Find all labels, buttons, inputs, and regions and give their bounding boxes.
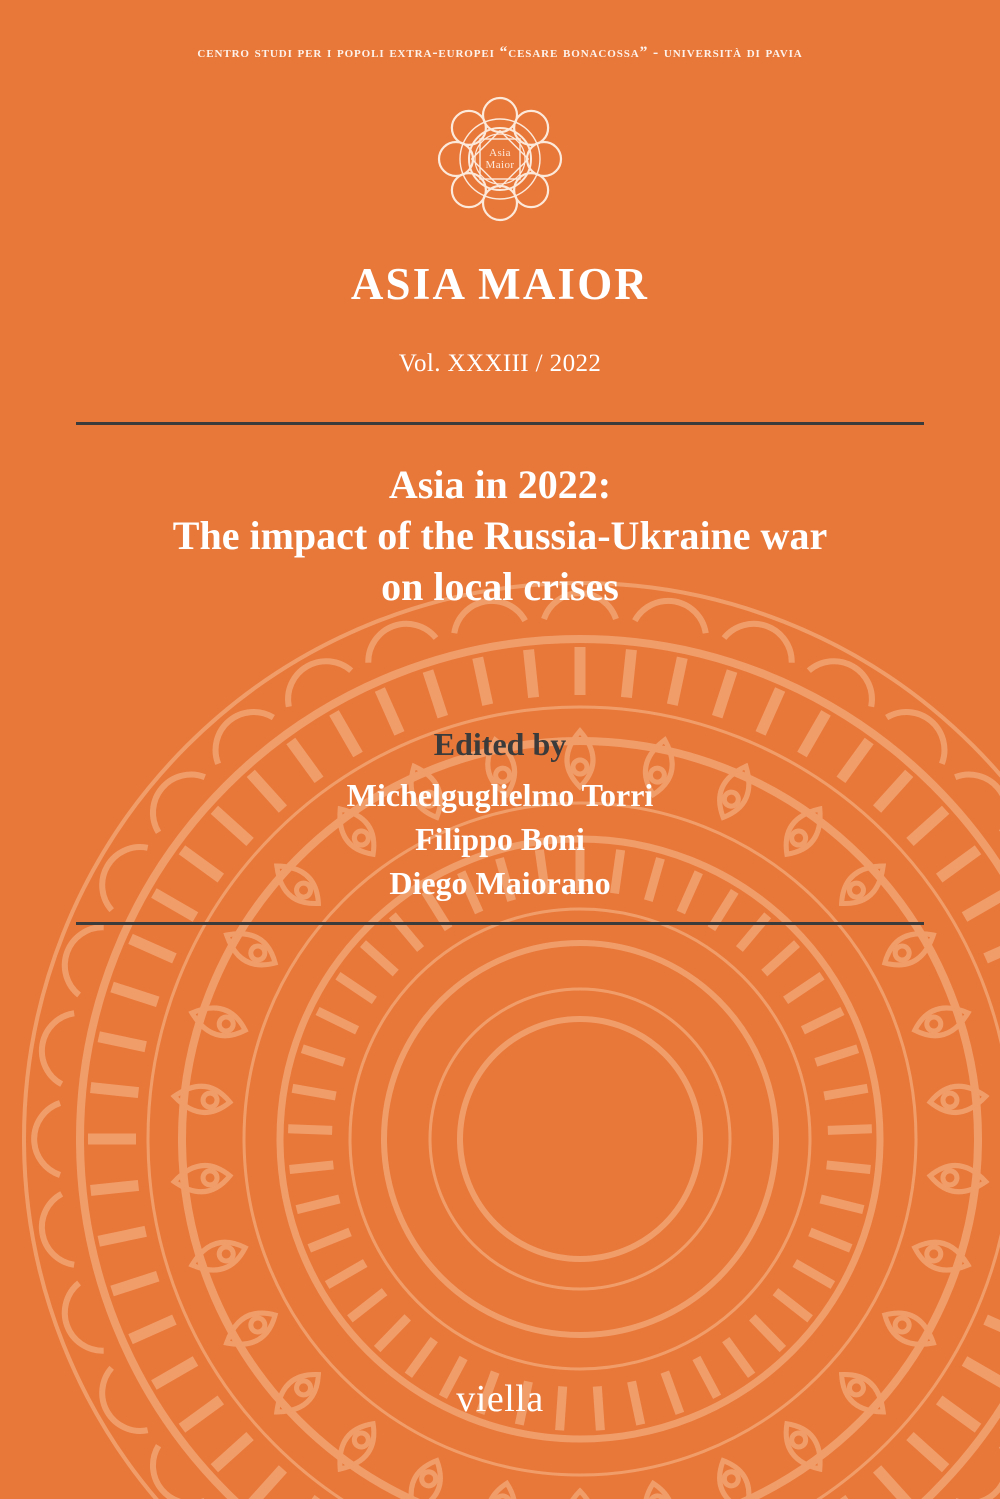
edited-by-label: Edited by [433, 726, 567, 762]
editor-name: Diego Maiorano [389, 864, 611, 901]
logo-container [0, 95, 1000, 223]
editor-name: Filippo Boni [415, 820, 585, 857]
title-line-3: on local crises [381, 563, 619, 609]
logo-line-2: Maior [485, 159, 515, 171]
asia-maior-logo [436, 95, 564, 223]
title-line-2: The impact of the Russia-Ukraine war [172, 512, 828, 558]
editors-list [0, 774, 1000, 905]
divider-top [76, 422, 924, 425]
mandala-decoration [0, 549, 1000, 1499]
title-line-1: Asia in 2022: [388, 462, 612, 507]
journal-title: ASIA MAIOR [350, 259, 650, 309]
page-title [60, 460, 940, 612]
divider-bottom [76, 922, 924, 925]
publisher-logo: viella [456, 1378, 544, 1420]
logo-line-1: Asia [489, 146, 511, 159]
editor-name: Michelguglielmo Torri [346, 777, 654, 813]
volume-issue: Vol. XXXIII / 2022 [398, 350, 602, 377]
logo-text [436, 95, 564, 223]
institution-line: centro studi per i popoli extra-europei “cesare bonacossa” - università di pavia [197, 44, 803, 61]
